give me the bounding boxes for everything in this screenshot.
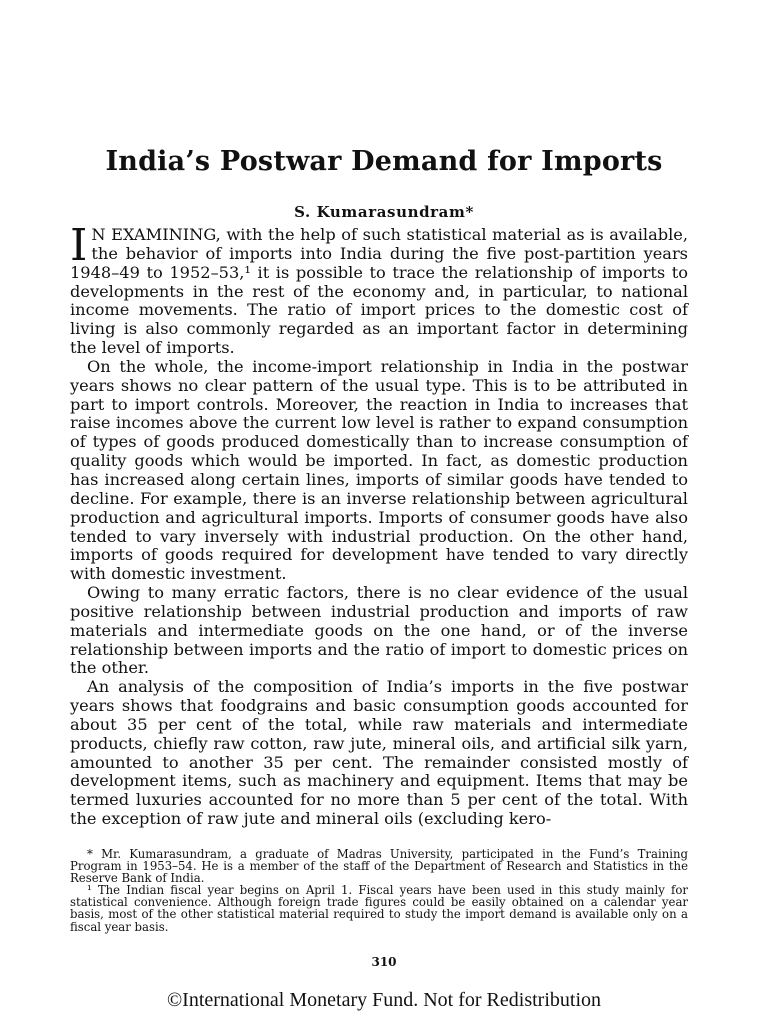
paragraph-1-text: N EXAMINING, with the help of such statistical material as is available, the behavior of imports into India during the five post-partition years 1948–49 to 1952–53,¹ it is possible to trace the relationship of imports to developments in the rest of the economy and, in particular, to national income movements. The ratio of import prices to the domestic cost of living is also commonly regarded as an important factor in determining the level of imports. — [70, 225, 688, 358]
footnote-1: ¹ The Indian fiscal year begins on April 1. Fiscal years have been used in this study mainly for statistical convenience. Although foreign trade figures could be easily obtained on a calendar year basis, most of the other statistical material required to study the import demand is available only on a fiscal year basis. — [70, 883, 688, 934]
paragraph-4: An analysis of the composition of India’s imports in the five postwar years shows that foodgrains and basic consumption goods accounted for about 35 per cent of the total, while raw materials and intermediate products, chiefly raw cotton, raw jute, mineral oils, and artificial silk yarn, amounted to another 35 per cent. The remainder consisted mostly of development items, such as machinery and equipment. Items that may be termed luxuries accounted for no more than 5 per cent of the total. With the exception of raw jute and mineral oils (excluding kero- — [70, 677, 688, 829]
paragraph-2: On the whole, the income-import relationship in India in the postwar years shows no clear pattern of the usual type. This is to be attributed in part to import controls. Moreover, the reaction in India to increases that raise incomes above the current low level is rather to expand consumption of types of goods produced domestically than to increase consumption of quality goods which would be imported. In fact, as domestic production has increased along certain lines, imports of similar goods have tended to decline. For example, there is an inverse relationship between agricultural production and agricultural imports. Imports of consumer goods have also tended to vary inversely with industrial production. On the other hand, imports of goods required for development have tended to vary directly with domestic investment. — [70, 356, 688, 584]
footnotes — [70, 848, 688, 933]
paragraph-1 — [70, 220, 688, 358]
paragraph-3: Owing to many erratic factors, there is no clear evidence of the usual positive relationship between industrial production and imports of raw materials and intermediate goods on the one hand, or of the inverse relationship between imports and the ratio of import to domestic prices on the other. — [70, 583, 688, 678]
page-number: 310 — [371, 955, 397, 969]
article-title: India’s Postwar Demand for Imports — [105, 146, 663, 177]
footnote-author: * Mr. Kumarasundram, a graduate of Madras University, participated in the Fund’s Training Program in 1953–54. He is a member of the staff of the Department of Research and Statistics in the Reserve Bank of India. — [70, 847, 688, 886]
article-body — [70, 220, 688, 829]
drop-cap: I — [70, 220, 88, 271]
article-author: S. Kumarasundram* — [294, 203, 474, 221]
copyright-notice: ©International Monetary Fund. Not for Redistribution — [166, 989, 601, 1011]
